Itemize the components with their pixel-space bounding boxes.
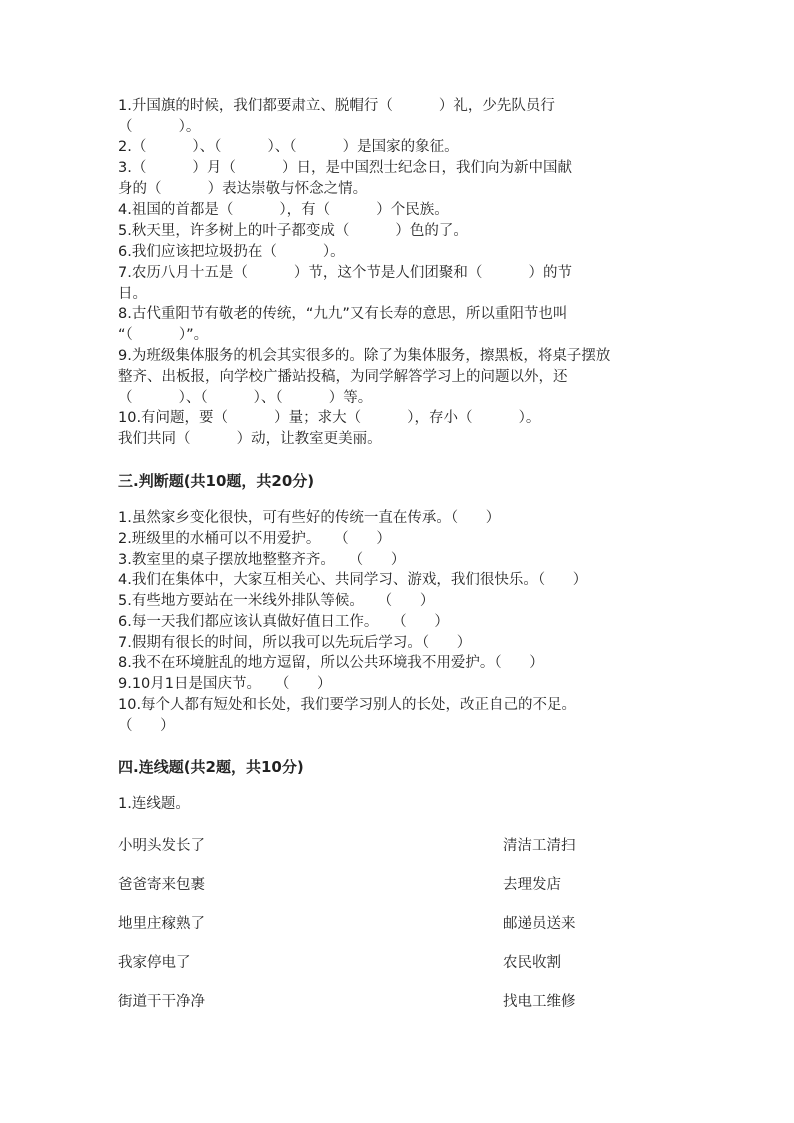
fill-question-1: 1.升国旗的时候，我们都要肃立、脱帽行（ ）礼，少先队员行 （ ）。	[118, 98, 555, 135]
judge-question-10: 10.每个人都有短处和长处，我们要学习别人的长处，改正自己的不足。 （ ）	[118, 697, 577, 734]
match-left-item: 地里庄稼熟了	[118, 916, 205, 932]
judge-question-8: 8.我不在环境脏乱的地方逗留，所以公共环境我不用爱护。（ ）	[118, 655, 544, 671]
fill-question-4: 4.祖国的首都是（ ），有（ ）个民族。	[118, 202, 449, 218]
match-right-item: 去理发店	[503, 877, 561, 893]
fill-question-9: 9.为班级集体服务的机会其实很多的。除了为集体服务，擦黑板，将桌子摆放 整齐、出板报，向学校广播站投稿，为同学解答学习上的问题以外，还 （ ）、（ ）、（ ）等。	[118, 348, 611, 406]
fill-question-2: 2.（ ）、（ ）、（ ）是国家的象征。	[118, 139, 459, 155]
judge-question-3: 3.教室里的桌子摆放地整整齐齐。 （ ）	[118, 552, 406, 568]
judge-question-4: 4.我们在集体中，大家互相关心、共同学习、游戏，我们很快乐。（ ）	[118, 572, 588, 588]
match-right-item: 找电工维修	[503, 994, 576, 1010]
fill-question-3: 3.（ ）月（ ）日，是中国烈士纪念日，我们向为新中国献 身的（ ）表达崇敬与怀念之情。	[118, 160, 573, 197]
judge-question-1: 1.虽然家乡变化很快，可有些好的传统一直在传承。（ ）	[118, 510, 501, 526]
match-left-item: 街道干干净净	[118, 994, 205, 1010]
section-4-heading: 四.连线题(共2题，共10分)	[118, 758, 304, 776]
judge-question-5: 5.有些地方要站在一米线外排队等候。 （ ）	[118, 593, 435, 609]
match-right-item: 农民收割	[503, 955, 561, 971]
fill-question-7: 7.农历八月十五是（ ）节，这个节是人们团聚和（ ）的节 日。	[118, 265, 573, 302]
match-left-item: 爸爸寄来包裹	[118, 877, 205, 893]
judge-question-7: 7.假期有很长的时间，所以我可以先玩后学习。（ ）	[118, 635, 472, 651]
match-left-item: 我家停电了	[118, 955, 191, 971]
match-question: 1.连线题。	[118, 796, 190, 812]
fill-question-5: 5.秋天里，许多树上的叶子都变成（ ）色的了。	[118, 223, 468, 239]
match-left-item: 小明头发长了	[118, 838, 205, 854]
judge-question-6: 6.每一天我们都应该认真做好值日工作。 （ ）	[118, 614, 449, 630]
match-right-item: 清洁工清扫	[503, 838, 576, 854]
fill-question-10: 10.有问题，要（ ）量；求大（ ），存小（ ）。 我们共同（ ）动，让教室更美丽。	[118, 410, 541, 447]
fill-question-8: 8.古代重阳节有敬老的传统，“九九”又有长寿的意思，所以重阳节也叫 “（ ）”。	[118, 306, 568, 343]
judge-question-2: 2.班级里的水桶可以不用爱护。 （ ）	[118, 531, 391, 547]
fill-question-6: 6.我们应该把垃圾扔在（ ）。	[118, 244, 345, 260]
match-right-item: 邮递员送来	[503, 916, 576, 932]
section-3-heading: 三.判断题(共10题，共20分)	[118, 472, 315, 490]
judge-question-9: 9.10月1日是国庆节。 （ ）	[118, 676, 332, 692]
